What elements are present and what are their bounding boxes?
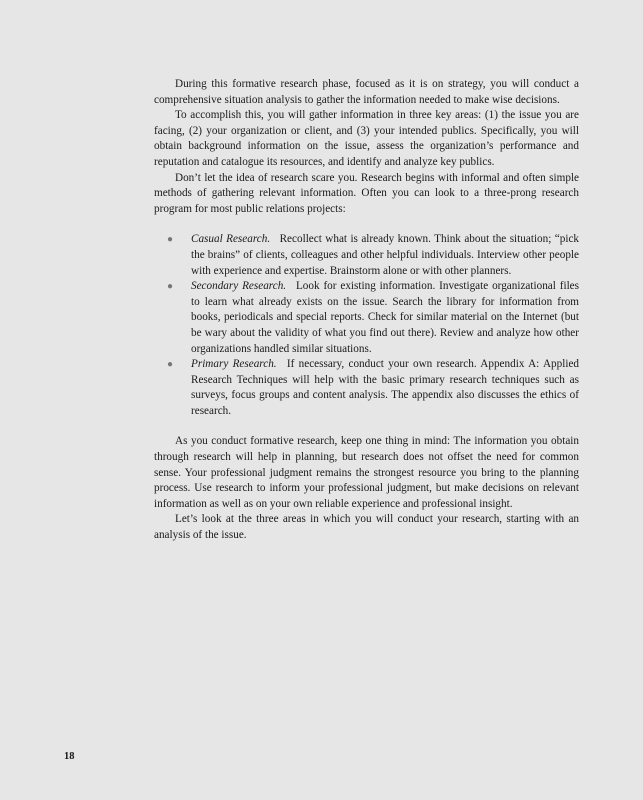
term-casual-research: Casual Research. [191,233,271,246]
list-item-primary-research [167,357,579,419]
paragraph-research-intro: Don’t let the idea of research scare you. Research begins with informal and often simple methods of gathering relevant information. Often you can look to a three-prong research program for most public relations projects: [154,171,579,215]
paragraph-key-areas: To accomplish this, you will gather information in three key areas: (1) the issue you are facing, (2) your organization or client, and (3) your intended publics. Specifically, you will obtain background information on the issue, assess the organization’s performance and reputation and catalogue its resources, and identify and analyze key publics. [154,109,579,168]
page-number: 18 [64,751,75,762]
text-primary-research: If necessary, conduct your own research. Appendix A: Applied Research Techniques will help with the basic primary research techniques such as surveys, focus groups and content analysis. The appendix also discusses the ethics of research. [191,358,579,417]
term-primary-research: Primary Research. [191,358,277,371]
bullet-icon: ● [167,281,174,293]
paragraph-three-areas: Let’s look at the three areas in which you will conduct your research, starting with an analysis of the issue. [154,513,579,542]
body-text [154,77,579,544]
text-secondary-research: Look for existing information. Investigate organizational files to learn what already exists on the issue. Search the library for information from books, periodicals and special reports. Check for similar material on the Internet (but be wary about the validity of what you find out there). Review and analyze how other organizations handled similar situations. [191,280,579,355]
bullet-icon: ● [167,359,174,371]
term-secondary-research: Secondary Research. [191,280,287,293]
paragraph-formative-research: During this formative research phase, focused as it is on strategy, you will conduct a comprehensive situation analysis to gather the information needed to make wise decisions. [154,78,579,106]
list-item-casual-research [167,232,579,279]
paragraph-common-sense: As you conduct formative research, keep one thing in mind: The information you obtain through research will help in planning, but research does not offset the need for common sense. Your professional judgment remains the strongest resource you bring to the planning process. Use research to inform your professional judgment, but make decisions on relevant information as well as on your own reliable experience and professional insight. [154,435,579,510]
text-casual-research: Recollect what is already known. Think about the situation; “pick the brains” of clients, colleagues and other helpful individuals. Interview other people with experience and expertise. Brainstorm alone or with other planners. [191,233,579,277]
bullet-icon: ● [167,234,174,246]
research-methods-list [154,232,579,419]
list-item-secondary-research [167,279,579,357]
